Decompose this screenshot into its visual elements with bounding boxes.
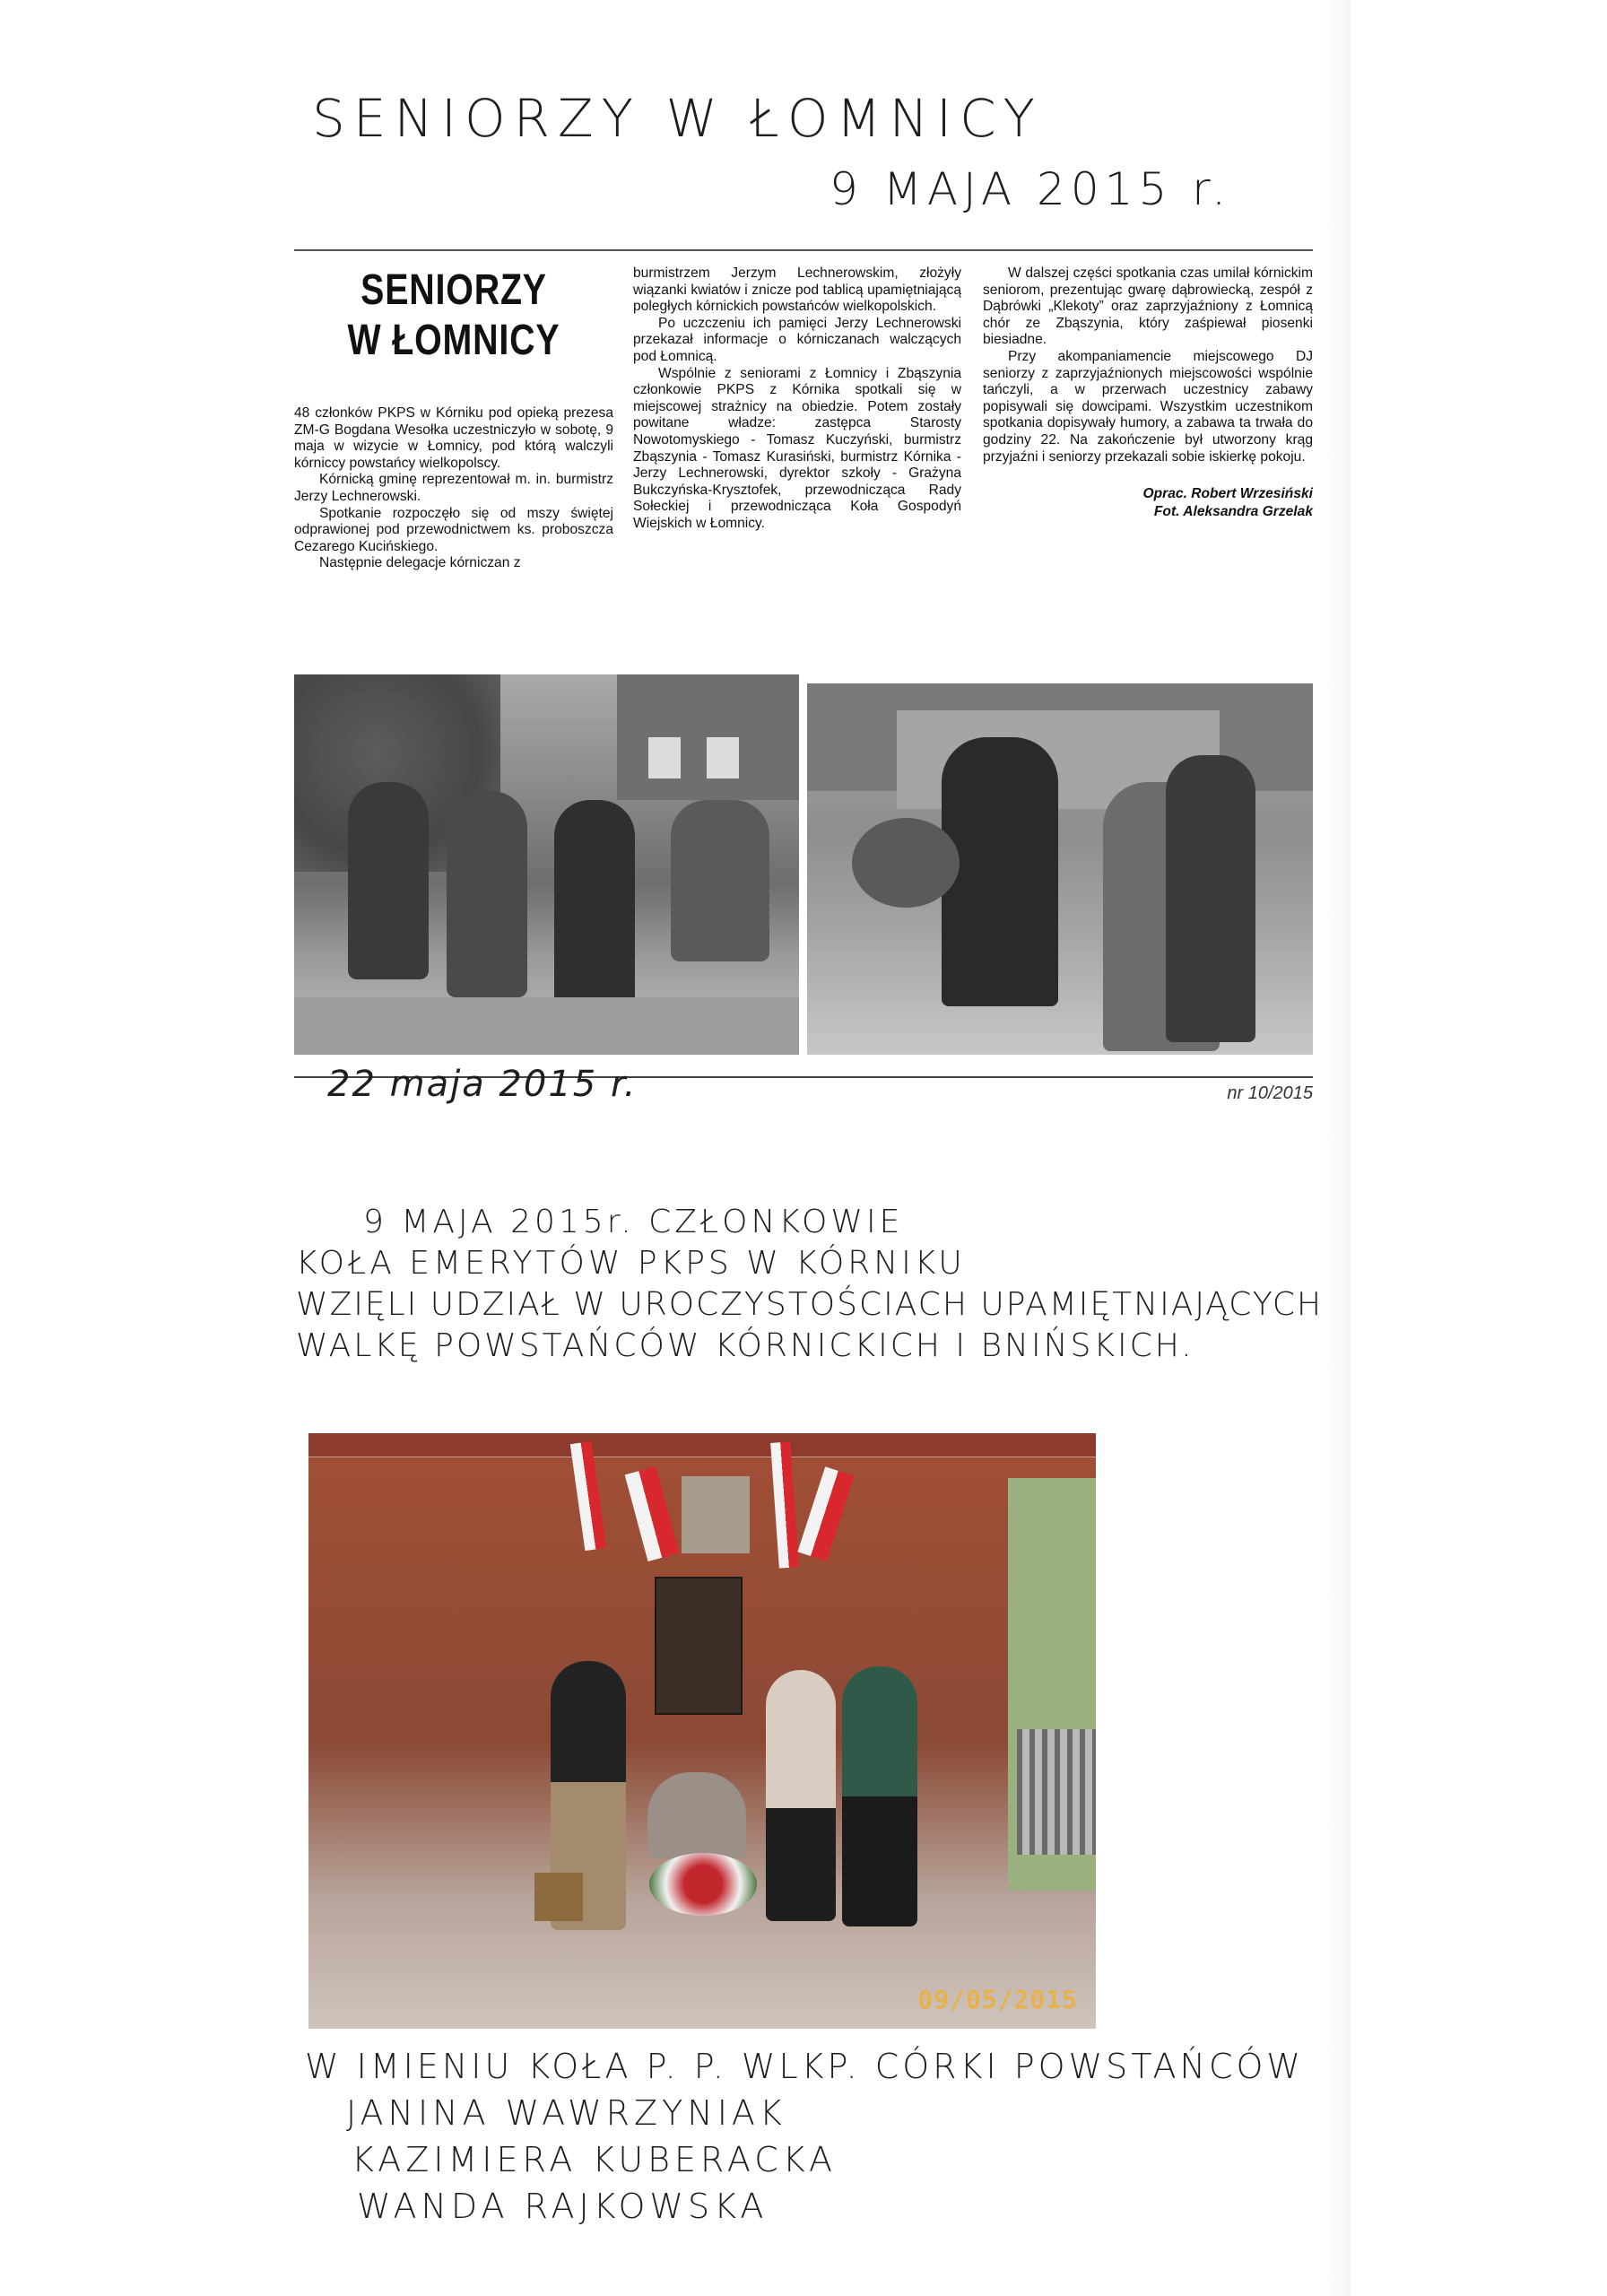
article-column-2 (633, 265, 961, 533)
article-column-3 (983, 265, 1313, 521)
signature-name-1: JANINA WAWRZYNIAK (346, 2093, 786, 2133)
article-paragraph: 48 członków PKPS w Kórniku pod opieką prezesa ZM-G Bogdana Wesołka uczestniczyło w sobotę, 9 maja w wizycie w Łomnicy, pod którą walczyli kórniccy powstańcy wielkopolscy. (294, 405, 613, 471)
credit-photographer: Fot. Aleksandra Grzelak (1153, 504, 1313, 520)
note-line-2: KOŁA EMERYTÓW PKPS W KÓRNIKU (296, 1245, 966, 1282)
clipping-top-rule (294, 249, 1313, 251)
issue-number: nr 10/2015 (1227, 1083, 1313, 1103)
article-credit (983, 485, 1313, 521)
page-date: 9 MAJA 2015 r. (830, 163, 1232, 215)
photo-seniors-walking (294, 674, 799, 1055)
signature-line: W IMIENIU KOŁA P. P. WLKP. CÓRKI POWSTAŃCÓW (305, 2047, 1304, 2086)
page-title: SENIORZY W ŁOMNICY (312, 88, 1043, 149)
article-paragraph: Kórnicką gminę reprezentował m. in. burmistrz Jerzy Lechnerowski. (294, 472, 613, 504)
signature-name-3: WANDA RAJKOWSKA (357, 2187, 769, 2226)
article-paragraph: Przy akompaniamencie miejscowego DJ seniorzy z zaprzyjaźnionych miejscowości wspólnie tańczyli, a w przerwach uczestnicy zabawy popisywali się dowcipami. Wszystkim uczestnikom spotkania dopisywały humory, a zabawa ta trwała do godziny 22. Na zakończenie był utworzony krąg przyjaźni i seniorzy przekazali sobie iskierkę pokoju. (983, 348, 1313, 465)
article-paragraph: burmistrzem Jerzym Lechnerowskim, złożyły wiązanki kwiatów i znicze pod tablicą upamiętniającą poległych kórnickich powstańców wielkopolskich. (633, 265, 961, 315)
credit-author: Oprac. Robert Wrzesiński (1142, 486, 1313, 502)
note-line-1: 9 MAJA 2015r. CZŁONKOWIE (363, 1204, 904, 1240)
article-headline (323, 265, 585, 366)
article-column-1 (294, 265, 613, 572)
headline-line-2: W ŁOMNICY (347, 317, 560, 364)
article-paragraph: W dalszej części spotkania czas umilał kórnickim seniorom, prezentując gwarę dąbrowiecką, zespół z Dąbrówki „Klekoty” oraz zaprzyjaźniony z Łomnicą chór ze Zbąszynia, który zaśpiewał piosenki biesiadne. (983, 265, 1313, 348)
handwritten-issue-date: 22 maja 2015 r. (327, 1064, 638, 1105)
headline-line-1: SENIORZY (360, 266, 547, 314)
photo-memorial-plaque (308, 1433, 1096, 2029)
note-line-4: WALKĘ POWSTAŃCÓW KÓRNICKICH I BNIŃSKICH. (296, 1327, 1194, 1364)
article-paragraph: Następnie delegacje kórniczan z (319, 555, 521, 571)
note-line-3: WZIĘLI UDZIAŁ W UROCZYSTOŚCIACH UPAMIĘTNIAJĄCYCH (296, 1286, 1324, 1323)
article-paragraph: Po uczczeniu ich pamięci Jerzy Lechnerowski przekazał informacje o kórniczanach walczących pod Łomnicą. (633, 315, 961, 364)
article-paragraph: Spotkanie rozpoczęło się od mszy świętej odprawionej pod przewodnictwem ks. proboszcza Cezarego Kucińskiego. (294, 505, 613, 554)
scan-sheet-edge (1324, 0, 1351, 2296)
article-paragraph: Wspólnie z seniorami z Łomnicy i Zbąszynia członkowie PKPS z Kórnika spotkali się w miejscowej strażnicy na obiedzie. Potem zostały powitane władze: zastępca Starosty Nowotomyskiego - Tomasz Kuczyński, burmistrz Zbąszynia - Tomasz Kurasiński, burmistrz Kórnika - Jerzy Lechnerowski, dyrektor szkoły - Grażyna Bukczyńska-Krysztofek, przewodnicząca Rady Sołeckiej i przewodnicząca Koła Gospodyń Wiejskich w Łomnicy. (633, 365, 961, 531)
signature-name-2: KAZIMIERA KUBERACKA (352, 2140, 837, 2179)
photo-date-stamp: 09/05/2015 (917, 1985, 1078, 2014)
photo-laying-flowers (807, 683, 1313, 1055)
